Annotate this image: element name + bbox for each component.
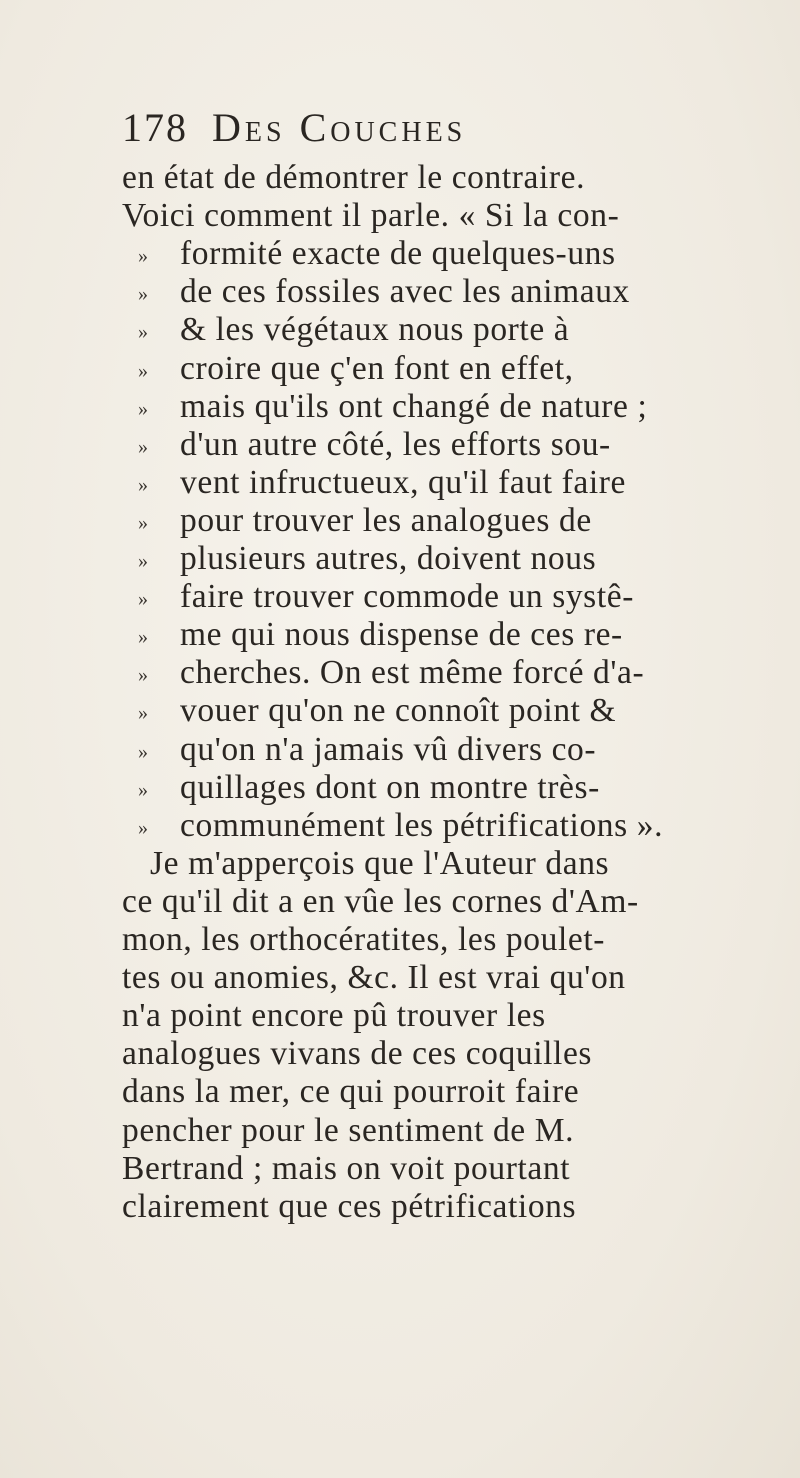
text-line: quillages dont on montre très- <box>180 768 600 806</box>
text-line: d'un autre côté, les efforts sou- <box>180 425 611 463</box>
quotation-mark: » <box>138 664 148 687</box>
quotation-mark: » <box>138 816 148 839</box>
quotation-mark: » <box>138 359 148 382</box>
text-line: formité exacte de quelques-uns <box>180 235 616 273</box>
quotation-mark: » <box>138 778 148 801</box>
quotation-mark: » <box>138 283 148 306</box>
text-line: Je m'apperçois que l'Auteur dans <box>150 844 610 882</box>
text-line: pour trouver les analogues de <box>180 501 592 539</box>
text-line: croire que ç'en font en effet, <box>180 349 574 387</box>
quotation-mark: » <box>138 588 148 611</box>
text-line: clairement que ces pétrifications <box>122 1187 577 1225</box>
text-line: & les végétaux nous porte à <box>180 311 570 349</box>
text-line: qu'on n'a jamais vû divers co- <box>180 730 597 768</box>
quotation-mark: » <box>138 435 148 458</box>
quotation-mark: » <box>138 511 148 534</box>
text-line: mais qu'ils ont changé de nature ; <box>180 387 648 425</box>
text-line: cherches. On est même forcé d'a- <box>180 654 645 692</box>
text-line: communément les pétrifications ». <box>180 806 664 844</box>
quotation-mark: » <box>138 550 148 572</box>
text-line: analogues vivans de ces coquilles <box>122 1035 593 1073</box>
text-line: Bertrand ; mais on voit pourtant <box>122 1149 571 1187</box>
text-line: plusieurs autres, doivent nous <box>180 540 597 577</box>
text-line: faire trouver commode un systê- <box>180 578 634 616</box>
quotation-mark: » <box>138 473 148 496</box>
quotation-mark: » <box>138 740 148 763</box>
text-line: tes ou anomies, &c. Il est vrai qu'on <box>122 959 626 997</box>
text-line: mon, les orthocératites, les poulet- <box>122 921 606 958</box>
page-number: 178 <box>122 105 188 150</box>
text-line: en état de démontrer le contraire. <box>122 159 586 196</box>
quotation-mark: » <box>138 321 148 344</box>
quotation-mark: » <box>138 245 148 268</box>
text-line: Voici comment il parle. « Si la con- <box>122 197 620 235</box>
text-line: de ces fossiles avec les animaux <box>180 273 630 311</box>
text-line: vent infructueux, qu'il faut faire <box>180 463 626 501</box>
text-line: n'a point encore pû trouver les <box>122 997 546 1035</box>
text-line: pencher pour le sentiment de M. <box>122 1111 575 1149</box>
quotation-mark: » <box>138 397 148 420</box>
text-line: vouer qu'on ne connoît point & <box>180 692 617 730</box>
text-line: me qui nous dispense de ces re- <box>180 616 623 654</box>
running-title: Des Couches <box>212 105 467 150</box>
quotation-mark: » <box>138 702 148 725</box>
text-line: dans la mer, ce qui pourroit faire <box>122 1073 580 1111</box>
text-line: ce qu'il dit a en vûe les cornes d'Am- <box>122 882 639 920</box>
quotation-mark: » <box>138 626 148 649</box>
